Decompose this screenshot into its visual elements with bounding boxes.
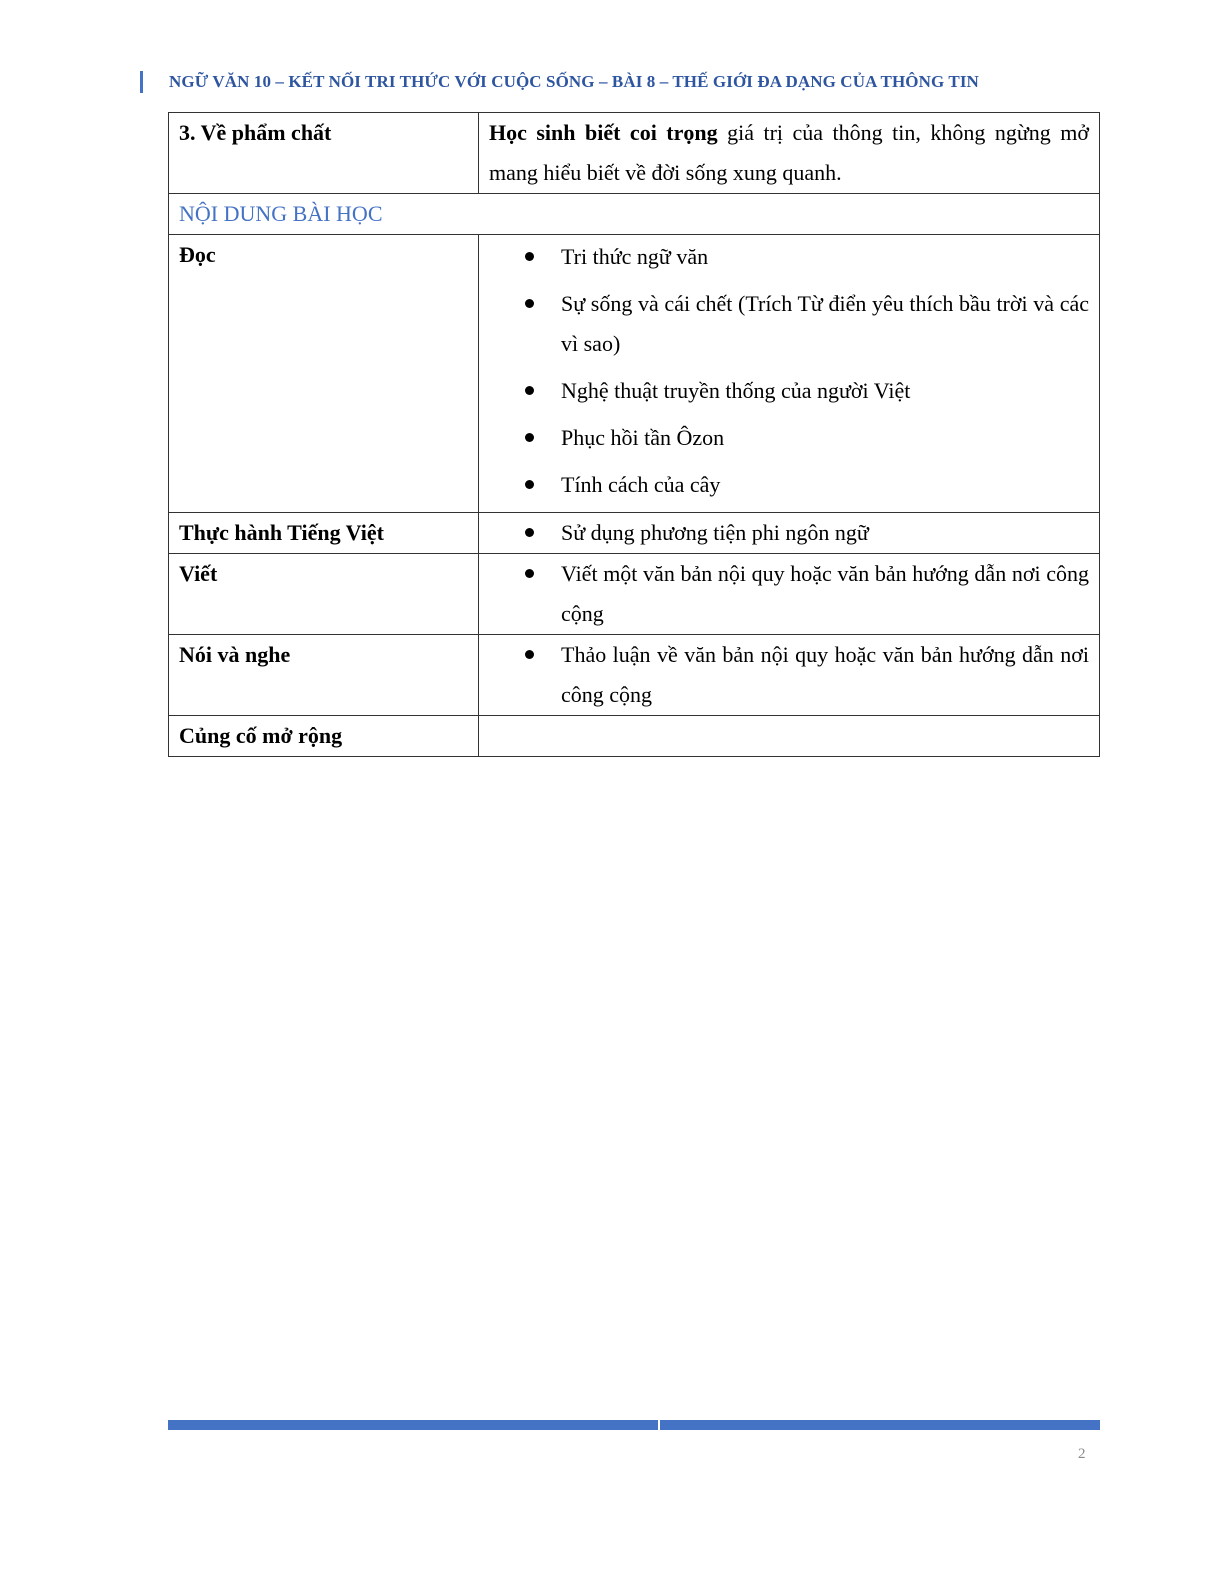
table-row [169, 716, 1100, 757]
list-item: Viết một văn bản nội quy hoặc văn bản hướng dẫn nơi công cộng [489, 554, 1089, 634]
footer-bar-divider [658, 1420, 660, 1430]
quality-content [479, 113, 1100, 194]
speaking-list [489, 635, 1089, 715]
bullet-icon [525, 433, 534, 442]
reading-content [479, 235, 1100, 513]
list-item: Sự sống và cái chết (Trích Từ điển yêu thích bầu trời và các vì sao) [489, 284, 1089, 364]
section-title: NỘI DUNG BÀI HỌC [169, 194, 1100, 235]
reading-list [489, 237, 1089, 505]
bullet-icon [525, 528, 534, 537]
table-row [169, 235, 1100, 513]
page-number: 2 [1078, 1446, 1086, 1462]
list-item: Tri thức ngữ văn [489, 237, 1089, 277]
bullet-icon [525, 569, 534, 578]
lesson-table [168, 112, 1100, 757]
table-row [169, 554, 1100, 635]
consolidation-content [479, 716, 1100, 757]
list-item: Tính cách của cây [489, 465, 1089, 505]
bullet-icon [525, 480, 534, 489]
bullet-icon [525, 650, 534, 659]
practice-content [479, 513, 1100, 554]
page-header [140, 70, 979, 94]
speaking-content [479, 635, 1100, 716]
table-row [169, 513, 1100, 554]
bullet-icon [525, 299, 534, 308]
table-row [169, 194, 1100, 235]
writing-list [489, 554, 1089, 634]
table-row [169, 635, 1100, 716]
list-item: Nghệ thuật truyền thống của người Việt [489, 371, 1089, 411]
quality-bold-lead: Học sinh biết coi trọng [489, 120, 718, 145]
bullet-icon [525, 386, 534, 395]
quality-text: giá trị của thông tin, không ngừng mở mang hiểu biết về đời sống xung quanh. [489, 120, 1089, 185]
bullet-icon [525, 252, 534, 261]
speaking-label: Nói và nghe [169, 635, 479, 716]
list-item: Thảo luận về văn bản nội quy hoặc văn bản hướng dẫn nơi công cộng [489, 635, 1089, 715]
table-row [169, 113, 1100, 194]
practice-list [489, 513, 1089, 553]
practice-label: Thực hành Tiếng Việt [169, 513, 479, 554]
header-accent-bar [140, 71, 143, 93]
writing-content [479, 554, 1100, 635]
list-item: Sử dụng phương tiện phi ngôn ngữ [489, 513, 1089, 553]
quality-label: 3. Về phẩm chất [169, 113, 479, 194]
list-item: Phục hồi tần Ôzon [489, 418, 1089, 458]
consolidation-label: Củng cố mở rộng [169, 716, 479, 757]
writing-label: Viết [169, 554, 479, 635]
footer-bar [168, 1420, 1100, 1430]
reading-label: Đọc [169, 235, 479, 513]
header-title: NGỮ VĂN 10 – KẾT NỐI TRI THỨC VỚI CUỘC SỐNG – BÀI 8 – THẾ GIỚI ĐA DẠNG CỦA THÔNG TIN [169, 72, 979, 91]
